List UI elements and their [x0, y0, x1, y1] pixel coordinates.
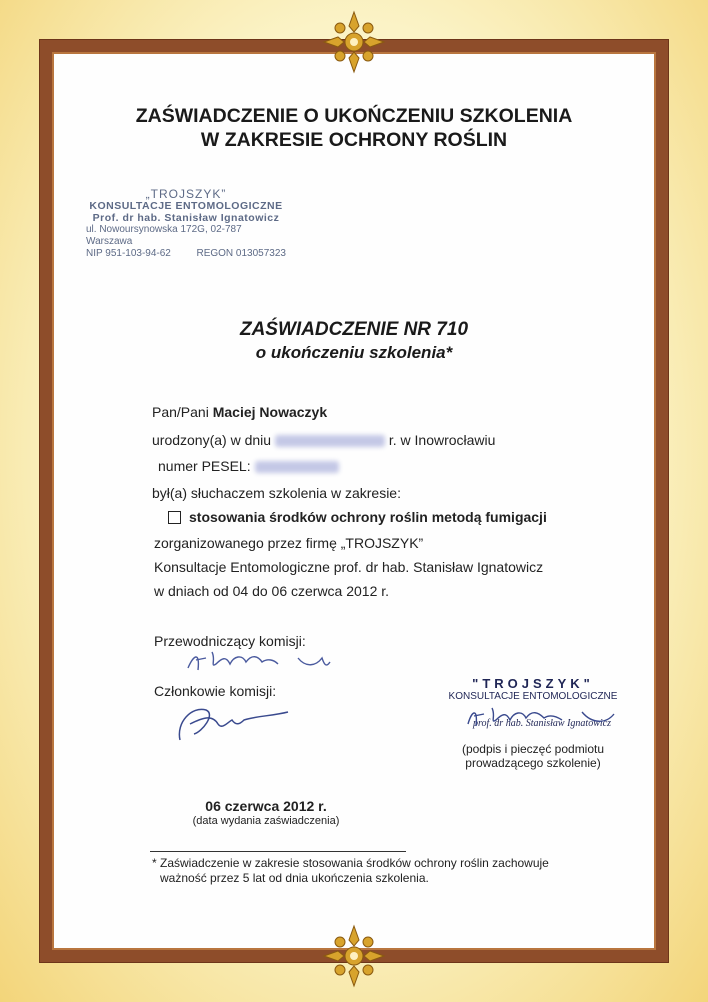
stamp-company-name: „TROJSZYK” [145, 187, 227, 201]
footnote-line1: * Zaświadczenie w zakresie stosowania środków ochrony roślin zachowuje [152, 856, 549, 870]
top-ornament-icon [322, 10, 386, 74]
pesel-line [158, 458, 339, 474]
scope-checkbox [168, 511, 181, 524]
born-suffix: r. w Inowrocławiu [388, 432, 496, 448]
stamp-caption-line2: prowadzącego szkolenie) [465, 756, 601, 770]
stamp-right-sub: KONSULTACJE ENTOMOLOGICZNE [448, 691, 618, 702]
stamp-caption-line1: (podpis i pieczęć podmiotu [461, 742, 605, 756]
certificate-heading [60, 318, 648, 364]
organized-text: zorganizowanego przez firmę „TROJSZYK” [154, 535, 424, 551]
chair-signature-icon [186, 646, 336, 676]
stamp-address: ul. Nowoursynowska 172G, 02-787 Warszawa [86, 224, 242, 247]
redacted-pesel [255, 461, 339, 473]
company-text: Konsultacje Entomologiczne prof. dr hab. Stanisław Ignatowicz [154, 559, 544, 575]
footnote-line2: ważność przez 5 lat od dnia ukończenia szkolenia. [160, 871, 429, 885]
stamp-line1: KONSULTACJE ENTOMOLOGICZNE [89, 200, 283, 212]
dates-text: w dniach od 04 do 06 czerwca 2012 r. [154, 583, 390, 599]
main-title-line1: ZAŚWIADCZENIE O UKOŃCZENIU SZKOLENIA [135, 105, 573, 127]
participant-text: był(a) słuchaczem szkolenia w zakresie: [152, 485, 401, 501]
certificate-number: ZAŚWIADCZENIE NR 710 [239, 319, 469, 340]
born-prefix: urodzony(a) w dniu [152, 432, 272, 448]
bottom-ornament-icon [322, 924, 386, 988]
scope-line [168, 509, 547, 525]
person-line [152, 404, 327, 420]
stamp-caption [448, 742, 618, 770]
issue-date: 06 czerwca 2012 r. [205, 798, 327, 814]
pesel-label: numer PESEL: [158, 458, 251, 474]
certificate-subtitle: o ukończeniu szkolenia* [255, 343, 453, 362]
stamp-right-prof: prof. dr hab. Stanisław Ignatowicz [473, 718, 611, 729]
stamp-line2: Prof. dr hab. Stanisław Ignatowicz [92, 212, 280, 224]
member-signature-icon [172, 700, 292, 746]
main-title [60, 104, 648, 152]
stamp-nip: NIP 951-103-94-62 [86, 248, 171, 259]
signature-stamp [448, 676, 618, 729]
footnote [152, 856, 612, 886]
person-prefix: Pan/Pani [152, 404, 209, 420]
redacted-birthdate [275, 435, 385, 447]
members-label: Członkowie komisji: [154, 683, 277, 699]
main-title-line2: W ZAKRESIE OCHRONY ROŚLIN [200, 129, 508, 151]
chair-label: Przewodniczący komisji: [154, 633, 306, 649]
company-stamp [86, 188, 286, 260]
stamp-signature-icon [458, 702, 618, 730]
scope-text: stosowania środków ochrony roślin metodą fumigacji [189, 509, 547, 525]
footnote-divider [150, 851, 406, 852]
person-name: Maciej Nowaczyk [212, 404, 328, 420]
issue-caption: (data wydania zaświadczenia) [192, 815, 340, 827]
birth-line [152, 432, 495, 448]
stamp-right-name: "TROJSZYK" [472, 676, 594, 691]
stamp-regon: REGON 013057323 [196, 248, 286, 259]
